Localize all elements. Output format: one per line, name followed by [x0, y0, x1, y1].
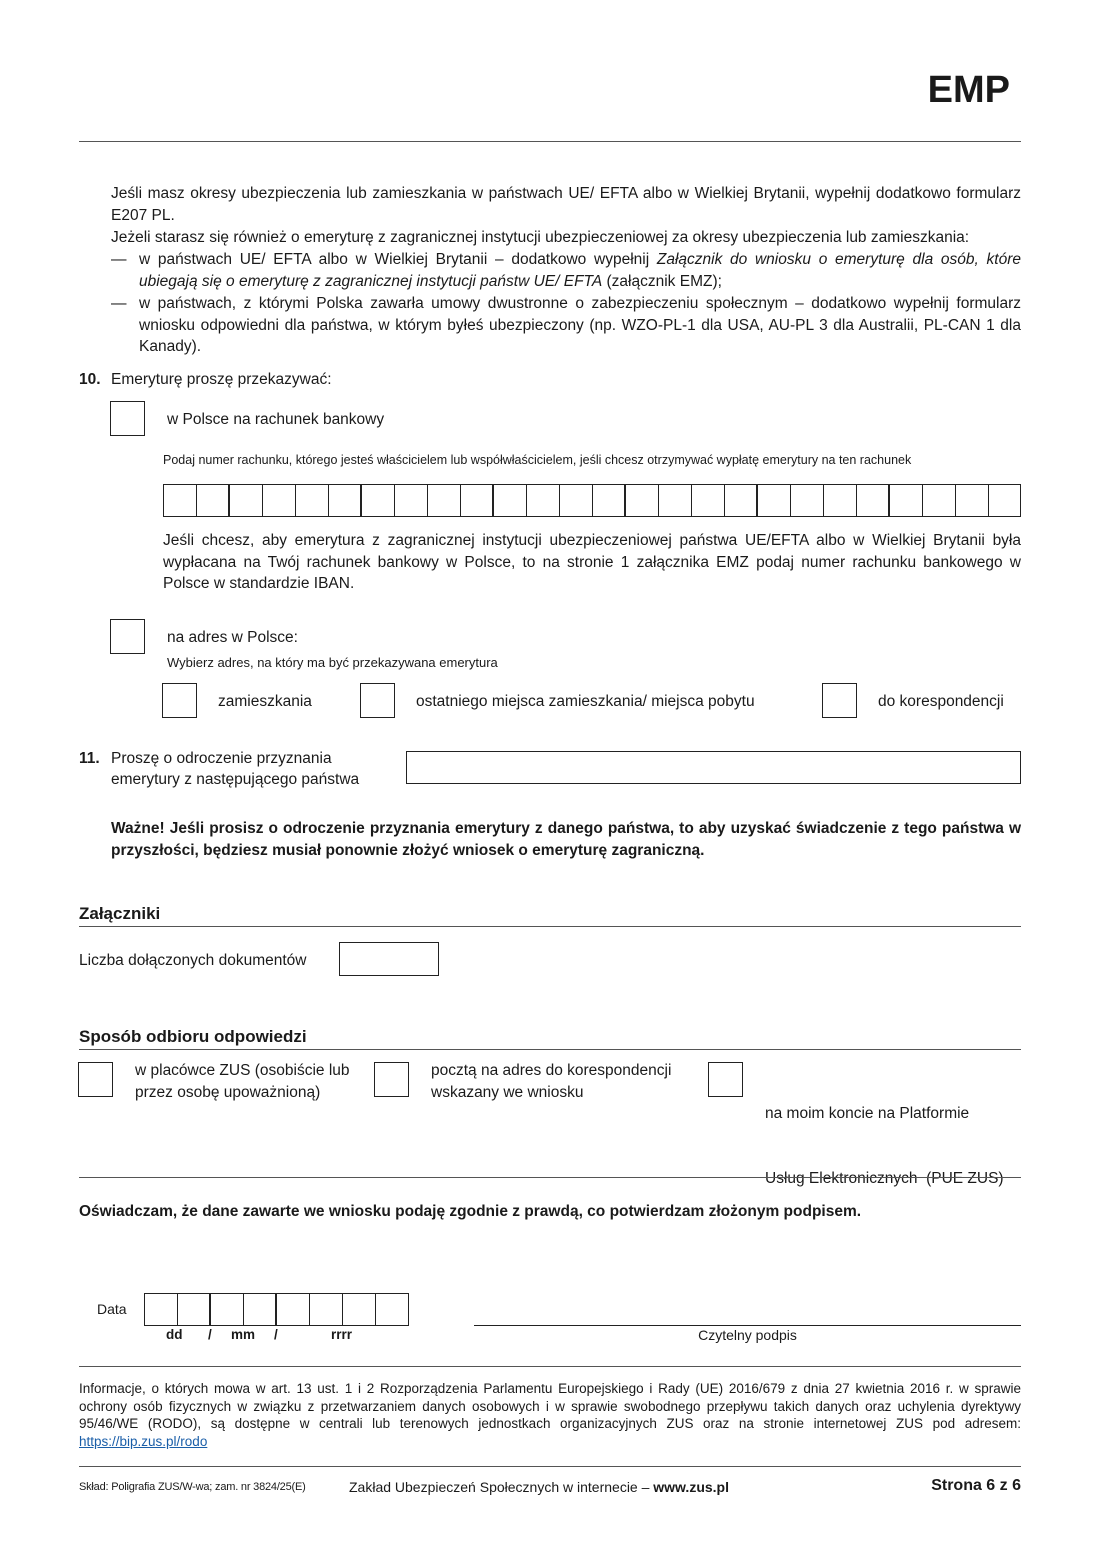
address-residence-label: zamieszkania	[218, 693, 312, 710]
attachments-title: Załączniki	[79, 904, 161, 923]
response-post-line2: wskazany we wniosku	[431, 1083, 584, 1101]
bank-account-note: Jeśli chcesz, aby emerytura z zagranicznej instytucji ubezpieczeniowej państwa UE/EFTA albo w Wielkiej Brytanii była wypłacana na Twój rachunek bankowy w Polsce, to na stronie 1 załącznika EMZ podaj numer rachunku bankowego w Polsce w standardzie IBAN.	[163, 532, 1021, 592]
bank-account-hint: Podaj numer rachunku, którego jesteś właścicielem lub współwłaścicielem, jeśli chcesz otrzymywać wypłatę emerytury na ten rachunek	[163, 453, 912, 467]
q11-label-line2: emerytury z następującego państwa	[111, 771, 360, 788]
page-number: Strona 6 z 6	[931, 1477, 1021, 1494]
response-zus-office-line2: przez osobę upoważnioną)	[135, 1083, 321, 1101]
date-format-yyyy: rrrr	[331, 1327, 353, 1342]
q10-number: 10.	[79, 371, 101, 388]
response-post-checkbox[interactable]	[374, 1062, 409, 1097]
footer-web-pre: Zakład Ubezpieczeń Społecznych w internecie –	[349, 1479, 654, 1495]
q11-number: 11.	[79, 750, 100, 767]
bank-account-checkbox[interactable]	[110, 401, 145, 436]
address-last-residence-label: ostatniego miejsca zamieszkania/ miejsca pobytu	[416, 693, 755, 710]
address-option-label: na adres w Polsce:	[167, 629, 298, 646]
response-zus-office-line1: w placówce ZUS (osobiście lub	[135, 1062, 350, 1079]
deferral-warning: Ważne! Jeśli prosisz o odroczenie przyznania emerytury z danego państwa, to aby uzyskać świadczenie z tego państwa w przyszłości, będziesz musiał ponownie złożyć wniosek o emeryturę zagraniczną.	[111, 820, 1021, 859]
response-method-title: Sposób odbioru odpowiedzi	[79, 1027, 307, 1046]
response-pue-label	[765, 1060, 1004, 1211]
rodo-divider	[79, 1366, 1021, 1367]
address-correspondence-checkbox[interactable]	[822, 683, 857, 718]
header-divider	[79, 141, 1021, 142]
bullet-dash: —	[111, 251, 127, 268]
date-format-dd: dd	[166, 1327, 183, 1342]
footer-divider	[79, 1466, 1021, 1467]
response-zus-office-label	[135, 1060, 350, 1103]
intro-item-bilateral: w państwach, z którymi Polska zawarła umowy dwustronne o zabezpieczeniu społecznym – dodatkowo wypełnij formularz wniosku odpowiedni dla państwa, w którym byłeś ubezpieczony (np. WZO-PL-1 dla USA, AU-PL 3 dla Australii, PL-CAN 1 dla Kanady).	[139, 295, 1021, 355]
deferral-country-input[interactable]	[406, 751, 1021, 784]
rodo-text: Informacje, o których mowa w art. 13 ust. 1 i 2 Rozporządzenia Parlamentu Europejskiego i Rady (UE) 2016/679 z dnia 27 kwietnia 2016 r. w sprawie ochrony osób fizycznych w związku z przetwarzaniem danych osobowych i w sprawie swobodnego przepływu takich danych oraz uchylenia dyrektywy 95/46/WE (RODO), są dostępne w centrali lub terenowych jednostkach organizacyjnych ZUS oraz na stronie internetowej ZUS pod adresem:	[79, 1381, 1021, 1431]
date-label: Data	[97, 1301, 127, 1317]
address-residence-checkbox[interactable]	[162, 683, 197, 718]
signature-label: Czytelny podpis	[698, 1327, 797, 1343]
rodo-info	[79, 1380, 1021, 1450]
iban-input[interactable]	[163, 484, 1021, 517]
signature-line[interactable]	[474, 1325, 1021, 1326]
form-code: EMP	[927, 69, 1010, 111]
response-zus-office-checkbox[interactable]	[78, 1062, 113, 1097]
q10-label: Emeryturę proszę przekazywać:	[111, 371, 332, 388]
bank-account-option-label: w Polsce na rachunek bankowy	[167, 411, 385, 428]
footer-print-info: Skład: Poligrafia ZUS/W-wa; zam. nr 3824/25(E)	[79, 1481, 306, 1493]
q11-label-line1: Proszę o odroczenie przyznania	[111, 750, 332, 767]
response-post-label	[431, 1060, 671, 1103]
response-pue-checkbox[interactable]	[708, 1062, 743, 1097]
response-pue-line1: na moim koncie na Platformie	[765, 1105, 970, 1122]
intro-paragraph-1: Jeśli masz okresy ubezpieczenia lub zamieszkania w państwach UE/ EFTA albo w Wielkiej Brytanii, wypełnij dodatkowo formularz E207 PL.	[111, 185, 1021, 224]
footer-web-url[interactable]: www.zus.pl	[653, 1479, 729, 1495]
response-method-divider	[79, 1049, 1021, 1050]
intro-item-emz	[139, 249, 1021, 292]
date-format-sep: /	[274, 1327, 278, 1342]
intro-item-emz-post: (załącznik EMZ);	[602, 272, 722, 290]
bullet-dash: —	[111, 295, 127, 312]
date-input[interactable]	[144, 1293, 409, 1326]
declaration-divider	[79, 1177, 1021, 1178]
address-correspondence-label: do korespondencji	[878, 693, 1004, 710]
rodo-link[interactable]: https://bip.zus.pl/rodo	[79, 1433, 208, 1449]
footer-web	[349, 1479, 729, 1495]
response-post-line1: pocztą na adres do korespondencji	[431, 1062, 672, 1079]
date-format-mm: mm	[231, 1327, 256, 1342]
response-pue-line2: Usług Elektronicznych (PUE ZUS)	[765, 1169, 1004, 1187]
attachments-count-input[interactable]	[339, 942, 439, 976]
attachments-divider	[79, 926, 1021, 927]
intro-paragraph-2: Jeżeli starasz się również o emeryturę z zagranicznej instytucji ubezpieczeniowej za okresy ubezpieczenia lub zamieszkania:	[111, 229, 970, 246]
intro-item-emz-pre: w państwach UE/ EFTA albo w Wielkiej Brytanii – dodatkowo wypełnij	[139, 251, 657, 268]
address-last-residence-checkbox[interactable]	[360, 683, 395, 718]
attachments-count-label: Liczba dołączonych dokumentów	[79, 952, 307, 969]
declaration-statement: Oświadczam, że dane zawarte we wniosku podaję zgodnie z prawdą, co potwierdzam złożonym podpisem.	[79, 1203, 862, 1220]
address-hint: Wybierz adres, na który ma być przekazywana emerytura	[167, 655, 498, 670]
intro-item-emz-italic: Załącznik do wniosku o emeryturę dla osób, które ubiegają się o emeryturę z zagranicznej instytucji państw UE/ EFTA	[139, 251, 1021, 290]
date-format-sep: /	[208, 1327, 212, 1342]
address-checkbox[interactable]	[110, 619, 145, 654]
